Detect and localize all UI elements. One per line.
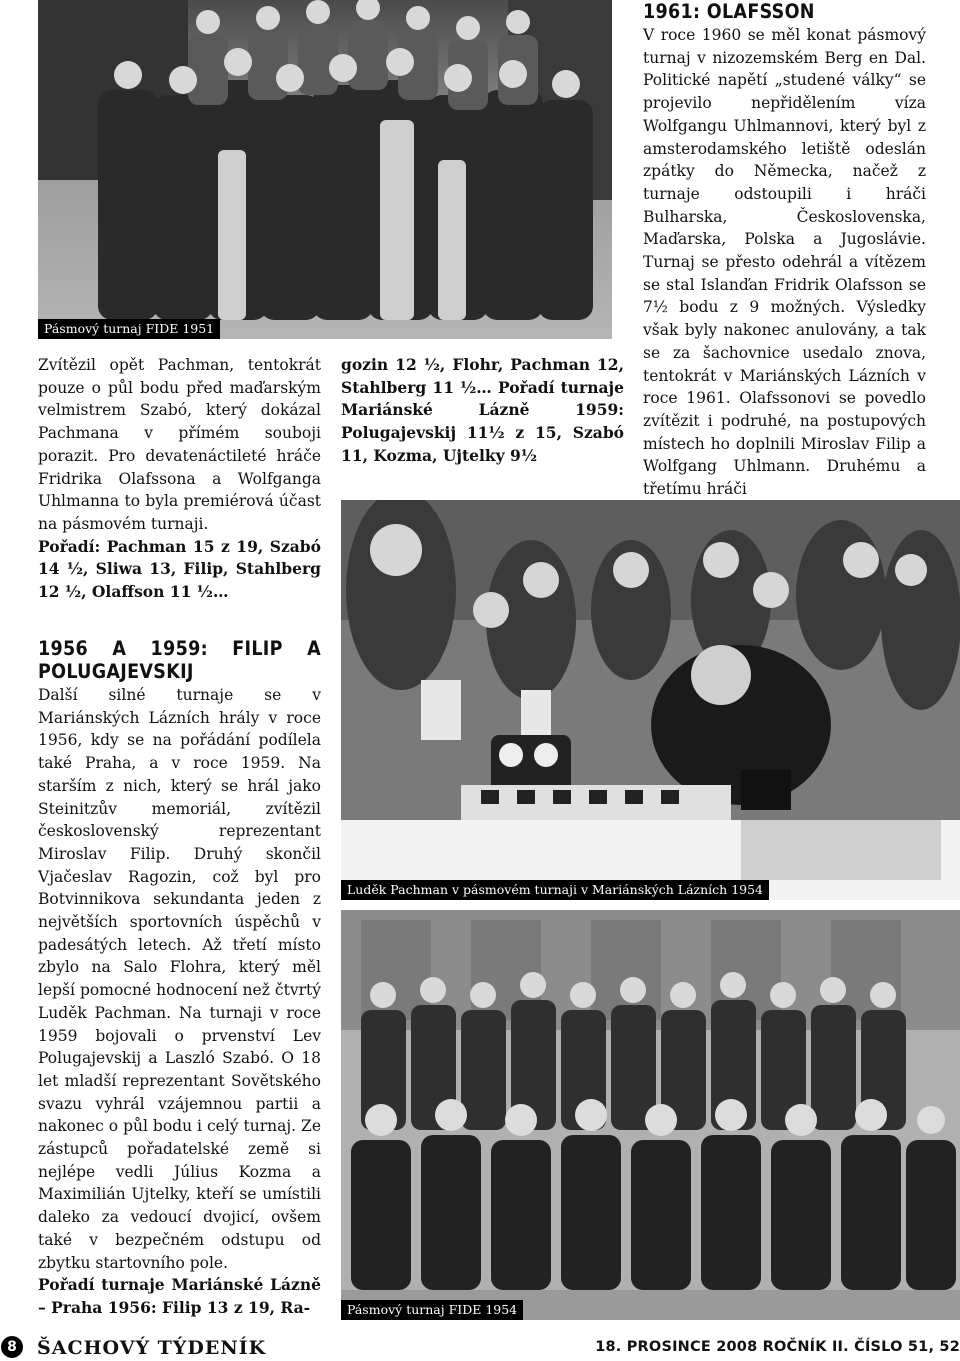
standings-1956-continued: gozin 12 ½, Flohr, Pachman 12, Stahlberg 11 ½… Pořadí turnaje Mariánské Lázně 1959: Polugajevskij 11½ z 15, Szabó 11, Kozma, Ujtelky 9½ <box>341 355 624 465</box>
section-1956-1959 <box>38 637 321 1320</box>
photo-fide-1951-image <box>38 0 612 339</box>
issue-dateline: 18. PROSINCE 2008 ROČNÍK II. ČÍSLO 51, 52 <box>595 1339 960 1355</box>
page-number: 8 <box>1 1336 23 1358</box>
paragraph-1951-result: Zvítězil opět Pachman, tentokrát pouze o půl bodu před maďarským velmistrem Szabó, který dokázal Pachmana v přímém souboji porazit. Pro devatenáctileté hráče Fridrika Olafssona a Wolfganga Uhlmanna to byla premiérová účast na pásmovém turnaji. <box>38 356 321 533</box>
section-heading-1956: 1956 A 1959: FILIP A POLUGAJEVSKIJ <box>38 637 321 683</box>
photo-pachman-1954-image <box>341 500 960 900</box>
section-1961 <box>643 0 926 501</box>
photo-caption: Pásmový turnaj FIDE 1954 <box>341 1300 523 1320</box>
column-2-standings <box>341 354 624 468</box>
photo-pachman-1954 <box>341 500 960 900</box>
photo-caption: Pásmový turnaj FIDE 1951 <box>38 319 220 339</box>
section-heading-1961: 1961: OLAFSSON <box>643 0 815 23</box>
standings-1956: Pořadí turnaje Mariánské Lázně – Praha 1956: Filip 13 z 19, Ra- <box>38 1275 321 1317</box>
photo-fide-1951 <box>38 0 612 339</box>
photo-caption: Luděk Pachman v pásmovém turnaji v Mariánských Lázních 1954 <box>341 880 769 900</box>
column-1-intro <box>38 354 321 604</box>
magazine-title: ŠACHOVÝ TÝDENÍK <box>37 1337 267 1359</box>
page-footer <box>0 1334 960 1361</box>
standings-1951: Pořadí: Pachman 15 z 19, Szabó 14 ½, Sliwa 13, Filip, Stahlberg 12 ½, Olaffson 11 ½… <box>38 536 321 602</box>
paragraph-1961: V roce 1960 se měl konat pásmový turnaj v nizozemském Berg en Dal. Politické napětí „studené války“ se projevilo nepřidělením víza Wolfgangu Uhlmannovi, který byl z amsterodamského letiště odeslán zpátky do Německa, načež z turnaje odstoupili i hráči Bulharska, Československa, Maďarska, Polska a Jugoslávie. Turnaj se přesto odehrál a vítězem se stal Islanďan Fridrik Olafsson se 7½ bodu z 9 možných. Výsledky však byly nakonec anulovány, a tak se za šachovnice usedalo znova, tentokrát v Mariánských Lázních v roce 1961. Olafssonovi se povedlo zvítězit i podruhé, na postupových místech ho doplnili Miroslav Filip a Wolfgang Uhlmann. Druhému a třetímu hráči <box>643 26 926 499</box>
photo-fide-1954-image <box>341 910 960 1320</box>
paragraph-1956-1959: Další silné turnaje se v Mariánských Lázních hrály v roce 1956, kdy se na pořádání podílela také Praha, a v roce 1959. Na starším z nich, který se hrál jako Steinitzův memoriál, zvítězil československý reprezentant Miroslav Filip. Druhý skončil Vjačeslav Ragozin, což byl pro Botvinnikova sekundanta jeden z největších sportovních úspěchů v padesátých letech. Až třetí místo zbylo na Salo Flohra, který měl lepší pomocné hodnocení než čtvrtý Luděk Pachman. Na turnaji v roce 1959 bojovali o prvenství Lev Polugajevskij a Laszló Szabó. O 18 let mladší reprezentant Sovětského svazu vyhrál vzájemnou partii a nakonec o půl bodu i celý turnaj. Ze zástupců pořadatelské země si nejlépe vedli Július Kozma a Maximilián Ujtelky, kteří se umístili daleko za vedoucí dvojicí, ovšem také v bezpečném odstupu od zbytku startovního pole. <box>38 686 321 1272</box>
photo-fide-1954 <box>341 910 960 1320</box>
